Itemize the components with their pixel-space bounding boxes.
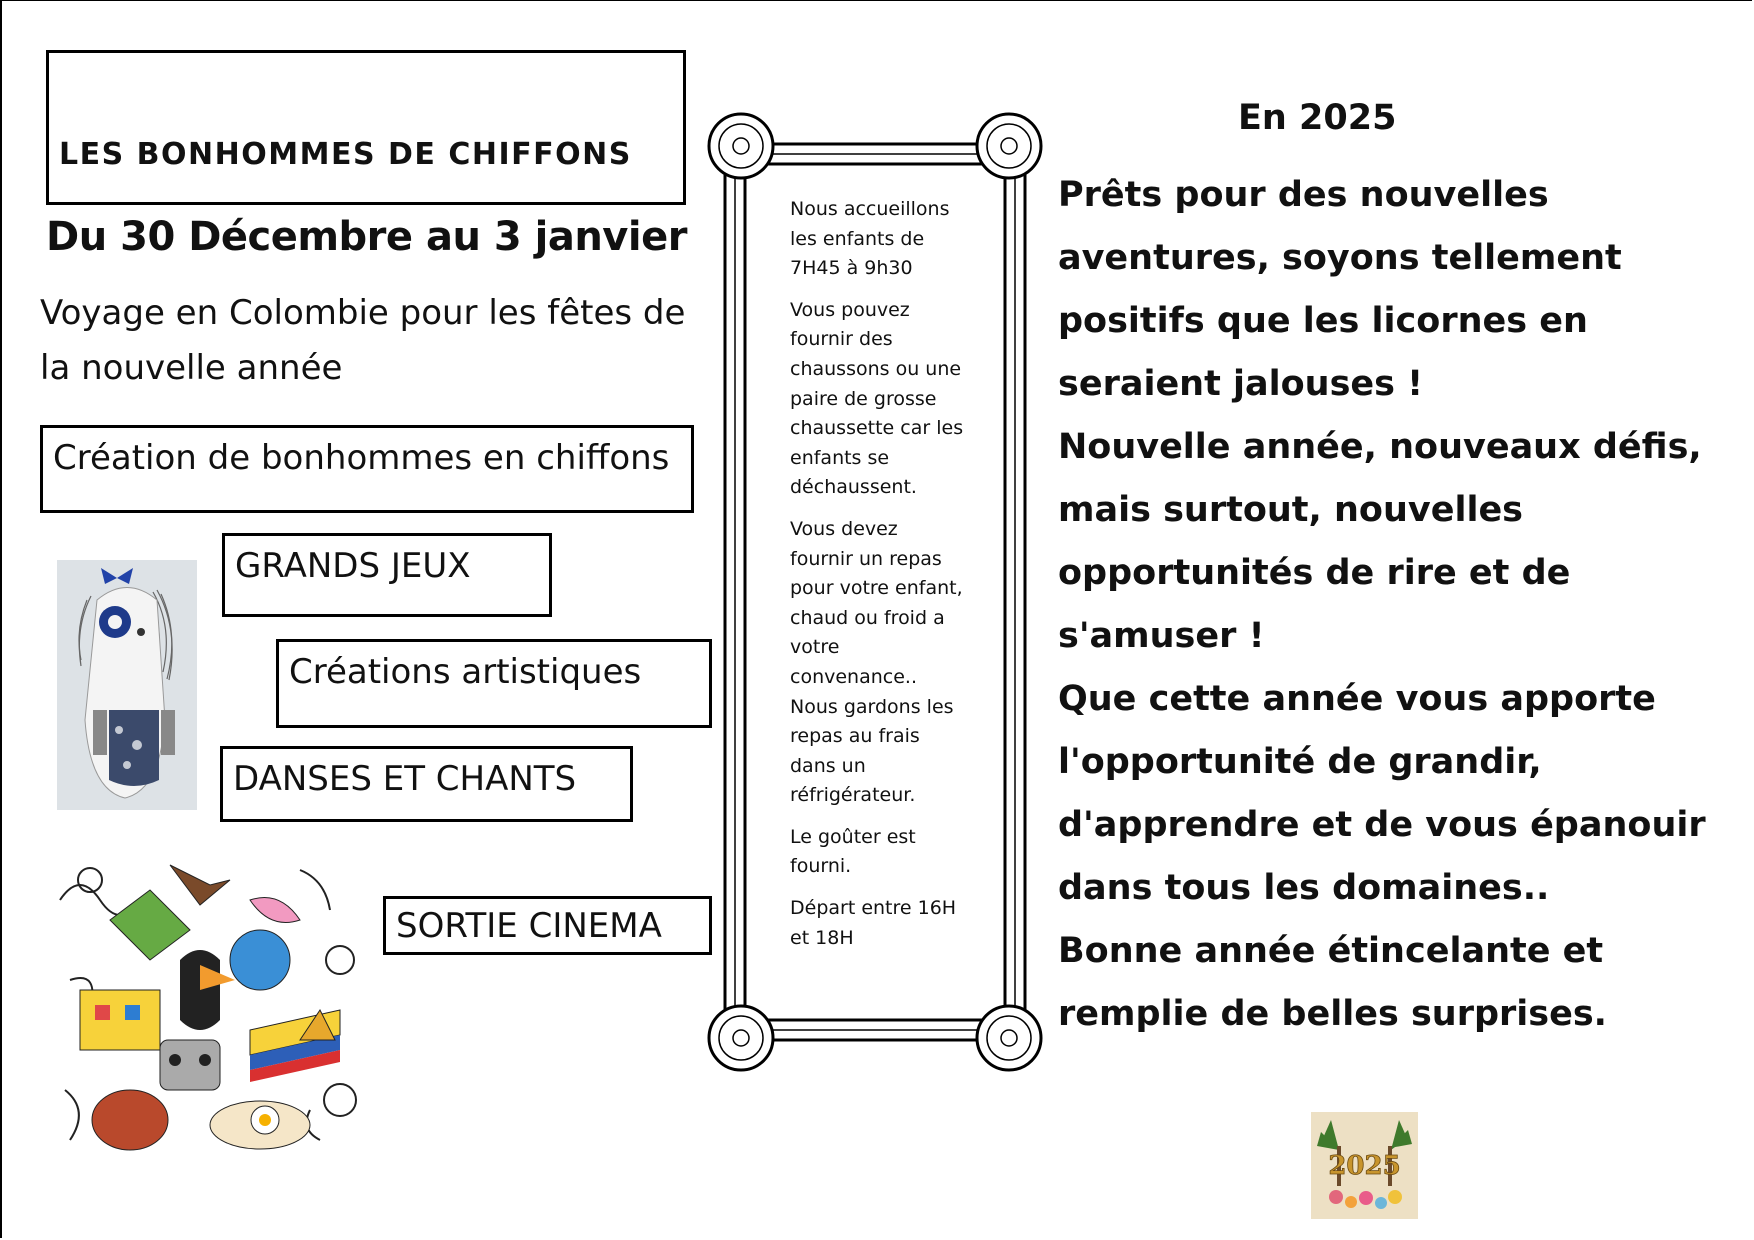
colombia-doodle-image bbox=[50, 840, 370, 1170]
activity-label: Créations artistiques bbox=[289, 652, 642, 692]
wishes-heading: En 2025 bbox=[1238, 98, 1397, 138]
activity-rag-dolls bbox=[40, 425, 694, 513]
page-title: LES BONHOMMES DE CHIFFONS bbox=[59, 137, 632, 172]
info-departure: Départ entre 16H et 18H bbox=[790, 897, 957, 949]
activity-label: GRANDS JEUX bbox=[235, 546, 471, 586]
info-snack: Le goûter est fourni. bbox=[790, 825, 916, 878]
wish-line: Que cette année vous apporte l'opportunité de grandir, d'apprendre et de vous épanouir dans tous les domaines.. bbox=[1058, 679, 1706, 908]
theme-text: Voyage en Colombie pour les fêtes de la nouvelle année bbox=[40, 293, 686, 388]
activity-label: SORTIE CINEMA bbox=[396, 906, 662, 946]
date-range: Du 30 Décembre au 3 janvier bbox=[46, 214, 687, 260]
info-slippers: Vous pouvez fournir des chaussons ou une paire de grosse chaussette car les enfants se déchaussent. bbox=[790, 298, 964, 499]
wish-line: Prêts pour des nouvelles aventures, soyons tellement positifs que les licornes en seraient jalouses ! bbox=[1058, 175, 1622, 404]
activity-label: DANSES ET CHANTS bbox=[233, 759, 577, 799]
wish-line: Bonne année étincelante et remplie de belles surprises. bbox=[1058, 931, 1607, 1034]
practical-info bbox=[790, 195, 965, 965]
activity-arts bbox=[276, 639, 712, 728]
info-meal: Vous devez fournir un repas pour votre enfant, chaud ou froid a votre convenance.. Nous gardons les repas au frais dans un réfrigérateur. bbox=[790, 517, 963, 807]
new-year-2025-image bbox=[1311, 1112, 1418, 1219]
wish-line: Nouvelle année, nouveaux défis, mais surtout, nouvelles opportunités de rire et de s'amuser ! bbox=[1058, 427, 1702, 656]
activity-label: Création de bonhommes en chiffons bbox=[53, 438, 670, 478]
badge-year-text: 2025 bbox=[1328, 1151, 1401, 1181]
info-arrival: Nous accueillons les enfants de 7H45 à 9h30 bbox=[790, 198, 950, 280]
activity-cinema bbox=[383, 896, 712, 955]
activity-dances bbox=[220, 746, 633, 822]
rag-doll-image bbox=[57, 560, 197, 810]
new-year-wishes bbox=[1058, 164, 1718, 1046]
activity-big-games bbox=[222, 533, 552, 617]
title-box bbox=[46, 50, 686, 205]
